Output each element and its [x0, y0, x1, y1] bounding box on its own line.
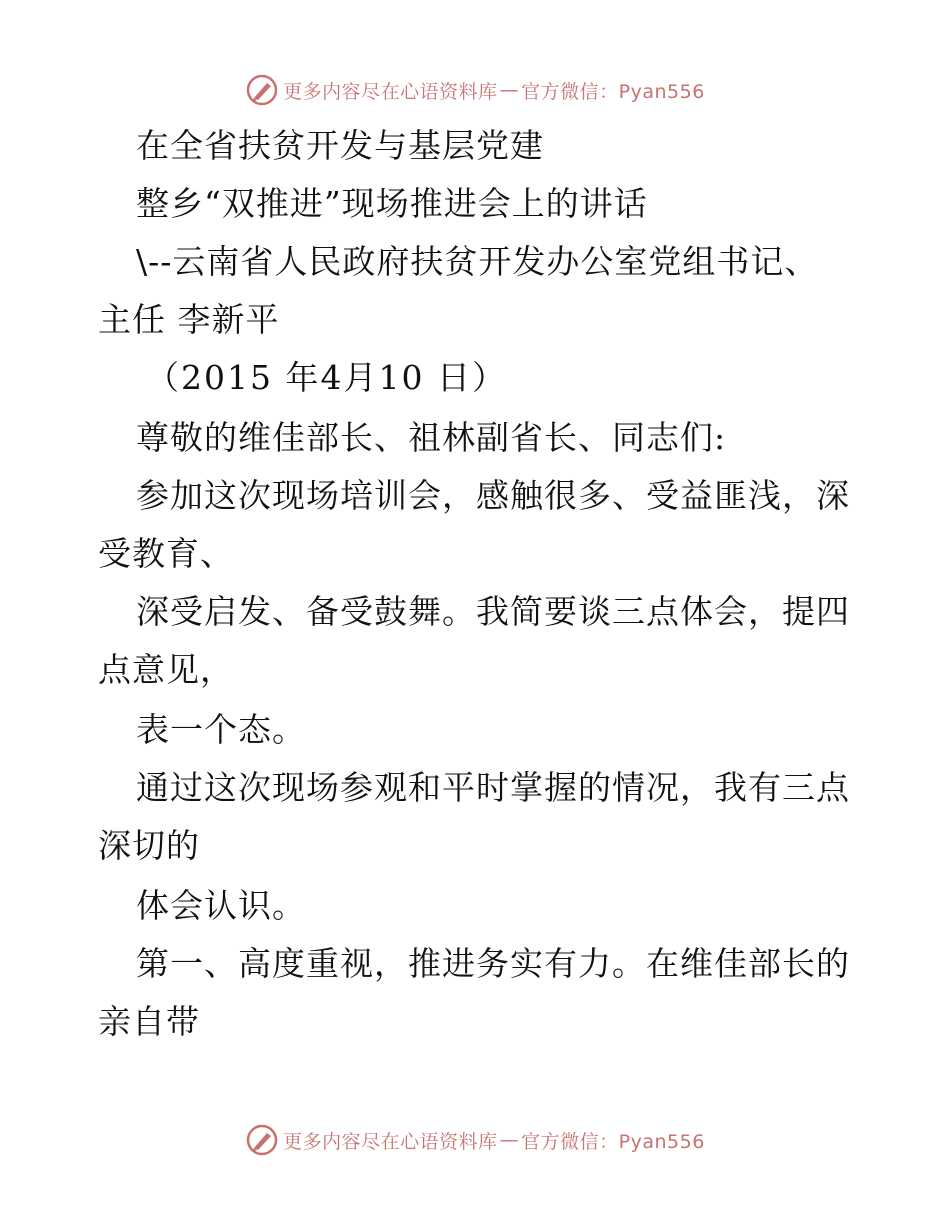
salutation-line: 尊敬的维佳部长、祖林副省长、同志们: — [136, 418, 727, 457]
speaker-line-2: 主任 李新平 — [98, 300, 280, 339]
paragraph-line: 第一、高度重视，推进务实有力。在维佳部长的 — [136, 944, 850, 983]
speaker-line-1: \--云南省人民政府扶贫开发办公室党组书记、 — [136, 242, 819, 281]
watermark-main-text: 更多内容尽在心语资料库 — [283, 80, 498, 103]
paragraph-line: 体会认识。 — [136, 886, 306, 925]
header-watermark — [0, 70, 950, 110]
footer-watermark — [0, 1120, 950, 1160]
paragraph-line: 通过这次现场参观和平时掌握的情况，我有三点 — [136, 768, 850, 807]
paragraph-line: 亲自带 — [98, 1002, 200, 1041]
paragraph-line: 点意见， — [98, 650, 234, 689]
paragraph-line: 深受启发、备受鼓舞。我简要谈三点体会，提四 — [136, 592, 850, 631]
title-line-1: 在全省扶贫开发与基层党建 — [136, 126, 544, 165]
watermark-separator: — — [499, 79, 520, 101]
paragraph-line: 表一个态。 — [136, 710, 306, 749]
title-line-2: 整乡“双推进”现场推进会上的讲话 — [136, 184, 648, 223]
watermark-contact: 官方微信：Pyan556 — [521, 1130, 705, 1153]
paragraph-line: 深切的 — [98, 826, 200, 865]
pen-seal-icon — [245, 1123, 279, 1157]
pen-seal-icon — [245, 73, 279, 107]
watermark-contact: 官方微信：Pyan556 — [521, 80, 705, 103]
date-line: （2015 年4月10 日） — [146, 358, 507, 397]
paragraph-line: 参加这次现场培训会，感触很多、受益匪浅，深 — [136, 476, 850, 515]
watermark-separator: — — [499, 1129, 520, 1151]
paragraph-line: 受教育、 — [98, 534, 234, 573]
watermark-main-text: 更多内容尽在心语资料库 — [283, 1130, 498, 1153]
